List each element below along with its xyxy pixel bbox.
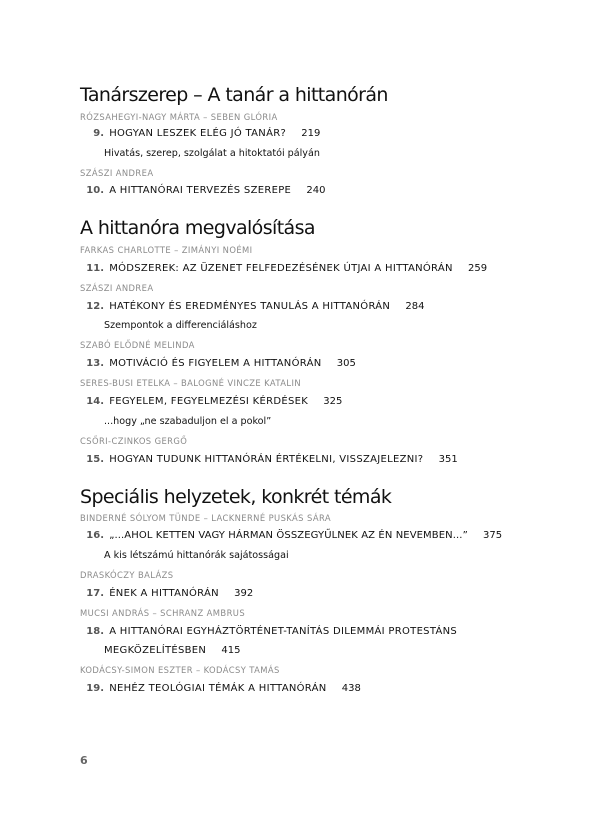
entry-subtitle: Hivatás, szerep, szolgálat a hitoktatói pályán <box>104 148 320 159</box>
author-line: MUCSI ANDRÁS – SCHRANZ AMBRUS <box>80 608 246 618</box>
author-line: KODÁCSY-SIMON ESZTER – KODÁCSY TAMÁS <box>80 665 280 675</box>
toc-entry[interactable] <box>80 588 253 599</box>
entry-page: 351 <box>438 454 458 465</box>
entry-title: HATÉKONY ÉS EREDMÉNYES TANULÁS A HITTANÓRÁN <box>109 301 391 312</box>
author-line: RÓZSAHEGYI-NAGY MÁRTA – SEBEN GLÓRIA <box>80 112 278 122</box>
entry-number: 13. <box>86 358 104 369</box>
entry-number: 18. <box>86 626 104 637</box>
entry-page: 415 <box>221 645 241 656</box>
entry-number: 14. <box>86 396 104 407</box>
section-title: Speciális helyzetek, konkrét témák <box>80 486 392 508</box>
author-line: SZÁSZI ANDREA <box>80 168 154 178</box>
entry-number: 10. <box>86 185 104 196</box>
entry-title: A HITTANÓRAI TERVEZÉS SZEREPE <box>109 185 292 196</box>
author-line: SZÁSZI ANDREA <box>80 283 154 293</box>
entry-number: 11. <box>86 263 104 274</box>
entry-title: FEGYELEM, FEGYELMEZÉSI KÉRDÉSEK <box>109 396 309 407</box>
toc-entry[interactable] <box>80 263 487 274</box>
entry-number: 12. <box>86 301 104 312</box>
entry-title: MOTIVÁCIÓ ÉS FIGYELEM A HITTANÓRÁN <box>109 358 322 369</box>
entry-title: NEHÉZ TEOLÓGIAI TÉMÁK A HITTANÓRÁN <box>109 683 327 694</box>
author-line: FARKAS CHARLOTTE – ZIMÁNYI NOÉMI <box>80 245 253 255</box>
toc-entry[interactable] <box>80 530 502 541</box>
author-line: SERES-BUSI ETELKA – BALOGNÉ VINCZE KATALIN <box>80 378 301 388</box>
author-line: BINDERNÉ SÓLYOM TÜNDE – LACKNERNÉ PUSKÁS SÁRA <box>80 513 331 523</box>
entry-page: 392 <box>234 588 254 599</box>
entry-page: 259 <box>468 263 488 274</box>
entry-page: 284 <box>405 301 425 312</box>
author-line: DRASKÓCZY BALÁZS <box>80 570 174 580</box>
toc-entry[interactable] <box>80 683 361 694</box>
entry-number: 17. <box>86 588 104 599</box>
entry-title: A HITTANÓRAI EGYHÁZTÖRTÉNET-TANÍTÁS DILEMMÁI PROTESTÁNS <box>109 626 458 637</box>
page-number: 6 <box>80 754 88 767</box>
entry-subtitle: Szempontok a differenciáláshoz <box>104 320 257 331</box>
section-title: A hittanóra megvalósítása <box>80 217 315 239</box>
entry-title: MÓDSZEREK: AZ ÜZENET FELFEDEZÉSÉNEK ÚTJAI A HITTANÓRÁN <box>109 263 453 274</box>
entry-page: 219 <box>301 128 321 139</box>
entry-page: 305 <box>336 358 356 369</box>
entry-number: 19. <box>86 683 104 694</box>
entry-number: 9. <box>93 128 104 139</box>
entry-page: 438 <box>341 683 361 694</box>
entry-subtitle: ...hogy „ne szabaduljon el a pokol” <box>104 416 272 427</box>
toc-entry[interactable] <box>80 396 342 407</box>
toc-entry[interactable] <box>80 185 325 196</box>
toc-entry[interactable] <box>80 626 457 637</box>
entry-page: 240 <box>306 185 326 196</box>
toc-entry[interactable] <box>80 358 356 369</box>
author-line: SZABÓ ELŐDNÉ MELINDA <box>80 340 195 350</box>
toc-entry[interactable] <box>80 128 320 139</box>
toc-entry[interactable] <box>80 454 458 465</box>
entry-page: 325 <box>323 396 343 407</box>
entry-number: 16. <box>86 530 104 541</box>
entry-subtitle: A kis létszámú hittanórák sajátosságai <box>104 550 289 561</box>
entry-title: HOGYAN LESZEK ELÉG JÓ TANÁR? <box>109 128 287 139</box>
toc-entry[interactable] <box>80 301 425 312</box>
entry-page: 375 <box>483 530 503 541</box>
entry-title: ÉNEK A HITTANÓRÁN <box>109 588 219 599</box>
entry-title: „...AHOL KETTEN VAGY HÁRMAN ÖSSZEGYŰLNEK AZ ÉN NEVEMBEN...” <box>109 530 468 541</box>
section-title: Tanárszerep – A tanár a hittanórán <box>80 84 388 106</box>
entry-title: HOGYAN TUDUNK HITTANÓRÁN ÉRTÉKELNI, VISSZAJELEZNI? <box>109 454 424 465</box>
entry-number: 15. <box>86 454 104 465</box>
author-line: CSŐRI-CZINKOS GERGŐ <box>80 436 188 446</box>
toc-entry-continuation[interactable] <box>104 645 240 656</box>
entry-title-continuation: MEGKÖZELÍTÉSBEN <box>104 645 207 656</box>
